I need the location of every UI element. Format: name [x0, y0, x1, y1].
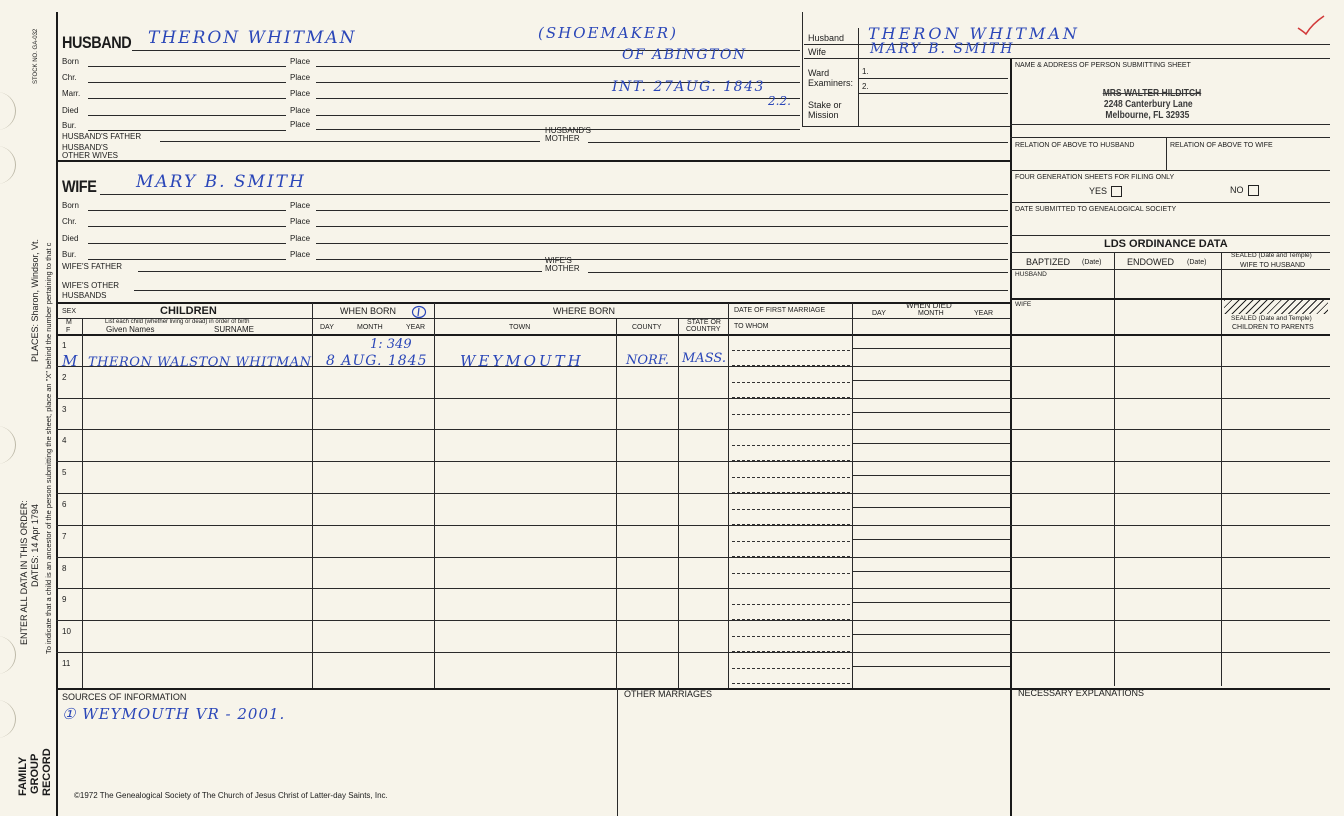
- husband-marr-place-line[interactable]: [316, 98, 800, 99]
- died-tick: [852, 429, 853, 444]
- col-state-2: COUNTRY: [686, 326, 721, 333]
- col-state-1: STATE OR: [687, 319, 721, 326]
- col-month: MONTH: [357, 324, 383, 331]
- child1-date-hand: 8 AUG. 1845: [326, 353, 428, 369]
- table-row[interactable]: [56, 620, 1330, 652]
- places-line: PLACES: Sharon, Windsor, Vt.: [30, 238, 40, 362]
- marriage-date-line[interactable]: [732, 414, 850, 415]
- died-tick: [852, 557, 853, 572]
- submitter-label: NAME & ADDRESS OF PERSON SUBMITTING SHEET: [1015, 62, 1191, 69]
- no-checkbox[interactable]: [1248, 185, 1259, 196]
- marriage-date-line[interactable]: [732, 604, 850, 605]
- bottom-divider: [617, 688, 618, 816]
- died-tick: [852, 461, 853, 476]
- lds-baptized: BAPTIZED: [1026, 257, 1071, 267]
- yes-option[interactable]: [1089, 186, 1122, 197]
- died-tick: [852, 588, 853, 603]
- row-number: 4: [62, 436, 67, 445]
- died-tick: [852, 620, 853, 635]
- husband-name-hand: THERON WHITMAN: [148, 28, 357, 48]
- col-sex-m: M: [66, 319, 72, 326]
- lds-sealed-1: SEALED (Date and Temple): [1231, 252, 1312, 259]
- died-line[interactable]: [852, 443, 1010, 444]
- table-row[interactable]: [56, 366, 1330, 398]
- date-submitted-bottom: [1010, 235, 1330, 236]
- hdr-inner-divider: [858, 28, 859, 126]
- husband-burial-ref-hand: 2.2.: [768, 94, 791, 108]
- row-number: 6: [62, 500, 67, 509]
- frame-divider: [802, 12, 803, 127]
- four-gen-bottom: [1010, 202, 1330, 203]
- child1-county-hand: NORF.: [626, 353, 669, 368]
- col-surname: SURNAME: [214, 325, 255, 334]
- row-divider: [56, 493, 1330, 494]
- marriage-date-line[interactable]: [732, 382, 850, 383]
- husband-marr-line[interactable]: [88, 98, 286, 99]
- husband-mother-label-2: MOTHER: [545, 134, 580, 143]
- punch-hole: [0, 92, 16, 130]
- date-submitted-label: DATE SUBMITTED TO GENEALOGICAL SOCIETY: [1015, 206, 1177, 213]
- husband-heading: HUSBAND: [62, 33, 132, 52]
- col-children: CHILDREN: [160, 305, 217, 317]
- wife-name-hand: MARY B. SMITH: [136, 172, 306, 192]
- husband-of-hand: OF ABINGTON: [622, 47, 747, 63]
- marriage-date-line[interactable]: [732, 477, 850, 478]
- col-died-day: DAY: [872, 310, 886, 317]
- died-line[interactable]: [852, 380, 1010, 381]
- explanations-label: NECESSARY EXPLANATIONS: [1018, 688, 1145, 698]
- submitter-street: 2248 Canterbury Lane: [1103, 99, 1193, 110]
- rel-divider: [1166, 137, 1167, 170]
- husband-mother-line[interactable]: [588, 142, 1008, 143]
- row-number: 9: [62, 595, 67, 604]
- husband-bur-label: Bur.: [62, 121, 77, 130]
- marriage-date-line[interactable]: [732, 541, 850, 542]
- circled-ref-icon: [411, 305, 427, 319]
- row-divider: [56, 398, 1330, 399]
- wife-chr-line[interactable]: [88, 226, 286, 227]
- hdr-husband-label: Husband: [808, 33, 845, 43]
- husband-died-place-line[interactable]: [316, 115, 800, 116]
- child1-sex-hand: M: [62, 352, 78, 370]
- lds-sealed-c2: CHILDREN TO PARENTS: [1232, 324, 1314, 331]
- husband-died-place-label: Place: [290, 106, 311, 115]
- lds-title: LDS ORDINANCE DATA: [1104, 238, 1228, 250]
- died-line[interactable]: [852, 348, 1010, 349]
- table-row[interactable]: [56, 557, 1330, 589]
- four-gen-label: FOUR GENERATION SHEETS FOR FILING ONLY: [1015, 174, 1175, 181]
- check-mark: [1296, 14, 1326, 36]
- wife-died-label: Died: [62, 234, 79, 243]
- row-number: 5: [62, 468, 67, 477]
- no-option[interactable]: [1230, 185, 1259, 196]
- col-sex-f: F: [66, 327, 71, 334]
- form-title-2: GROUP: [29, 753, 41, 794]
- row-divider: [56, 588, 1330, 589]
- wife-born-place-label: Place: [290, 201, 311, 210]
- hdr-wife-line[interactable]: [804, 58, 1330, 59]
- yes-label: YES: [1089, 185, 1108, 196]
- submitter-line-1: [1010, 124, 1330, 125]
- hdr-examiner-1-line[interactable]: [858, 78, 1008, 79]
- child1-state-hand: MASS.: [682, 351, 726, 366]
- col-when-died: WHEN DIED: [906, 301, 952, 310]
- wife-born-label: Born: [62, 201, 79, 210]
- col-county: COUNTY: [632, 324, 662, 331]
- died-line[interactable]: [852, 539, 1010, 540]
- table-row[interactable]: [56, 652, 1330, 684]
- lds-sealed-c1: SEALED (Date and Temple): [1231, 315, 1312, 322]
- col-to-whom: TO WHOM: [734, 323, 769, 330]
- punch-hole: [0, 146, 16, 184]
- hdr-husband-hand: THERON WHITMAN: [868, 24, 1080, 43]
- marriage-date-line[interactable]: [732, 636, 850, 637]
- lds-sealed-2: WIFE TO HUSBAND: [1240, 262, 1306, 269]
- wife-mother-label-1: WIFE'S: [545, 256, 572, 265]
- lds-header-bottom: [1010, 269, 1330, 270]
- form-title-3: RECORD: [41, 748, 53, 796]
- form-title-1: FAMILY: [17, 756, 29, 796]
- wife-born-line[interactable]: [88, 210, 286, 211]
- col-town: TOWN: [509, 324, 531, 331]
- submitter-name: MRS WALTER HILDITCH: [1102, 88, 1202, 99]
- husband-other-wives-1: HUSBAND'S: [62, 143, 108, 152]
- hdr-ward-label-1: Ward: [808, 68, 830, 78]
- row-divider: [56, 461, 1330, 462]
- col-died-month: MONTH: [918, 310, 944, 317]
- died-line[interactable]: [852, 634, 1010, 635]
- row-number: 1: [62, 341, 67, 350]
- stock-number: STOCK NO. GA-032: [33, 28, 39, 84]
- hdr-examiner-2-line[interactable]: [858, 93, 1008, 94]
- husband-born-place-label: Place: [290, 57, 311, 66]
- husband-marr-label: Marr.: [62, 89, 81, 98]
- hdr-examiner-1: 1.: [862, 67, 869, 76]
- col-given-names: Given Names: [106, 325, 155, 334]
- lds-husband-label: HUSBAND: [1015, 271, 1047, 278]
- hdr-examiner-2: 2.: [862, 82, 869, 91]
- wife-mother-line[interactable]: [588, 272, 1008, 273]
- died-line[interactable]: [852, 571, 1010, 572]
- col-children-subtitle: List each child (whether living or dead) in order of birth: [105, 319, 250, 325]
- punch-hole: [0, 700, 16, 738]
- row-divider: [56, 652, 1330, 653]
- died-tick: [852, 398, 853, 413]
- marriage-date-line[interactable]: [732, 668, 850, 669]
- table-row[interactable]: [56, 398, 1330, 430]
- died-tick: [852, 525, 853, 540]
- no-label: NO: [1230, 184, 1244, 195]
- col-day: DAY: [320, 324, 334, 331]
- punch-hole: [0, 636, 16, 674]
- wife-mother-label-2: MOTHER: [545, 264, 580, 273]
- other-marriages-label: OTHER MARRIAGES: [624, 689, 713, 699]
- child1-name-hand: THERON WALSTON WHITMAN: [88, 355, 312, 370]
- marriage-date-line[interactable]: [732, 509, 850, 510]
- row-number: 7: [62, 532, 67, 541]
- husband-burial-hand: INT. 27AUG. 1843: [612, 79, 765, 95]
- lds-date-2: (Date): [1187, 259, 1207, 266]
- husband-chr-line[interactable]: [88, 82, 286, 83]
- died-tick: [852, 652, 853, 667]
- hdr-ward-label-2: Examiners:: [808, 78, 854, 88]
- died-tick: [852, 334, 853, 349]
- wife-chr-label: Chr.: [62, 217, 77, 226]
- sources-hand: ① WEYMOUTH VR - 2001.: [62, 705, 286, 723]
- wife-chr-place-label: Place: [290, 217, 311, 226]
- col-where-born: WHERE BORN: [553, 306, 616, 316]
- died-tick: [852, 493, 853, 508]
- wife-father-line[interactable]: [138, 271, 542, 272]
- died-tick: [852, 366, 853, 381]
- wife-died-line[interactable]: [88, 243, 286, 244]
- died-line[interactable]: [852, 602, 1010, 603]
- husband-father-line[interactable]: [160, 141, 540, 142]
- died-line[interactable]: [852, 666, 1010, 667]
- row-number: 2: [62, 373, 67, 382]
- husband-born-line[interactable]: [88, 66, 286, 67]
- row-number: 3: [62, 405, 67, 414]
- wife-section-bottom: [56, 302, 1010, 304]
- child1-ref-hand: 1: 349: [370, 337, 412, 352]
- row-number: 10: [62, 627, 71, 636]
- husband-died-label: Died: [62, 106, 79, 115]
- col-died-year: YEAR: [974, 310, 994, 317]
- wife-chr-place-line[interactable]: [316, 226, 1008, 227]
- hdr-stake-label-2: Mission: [808, 110, 839, 120]
- table-row[interactable]: [56, 525, 1330, 557]
- wife-bur-place-line[interactable]: [316, 259, 1008, 260]
- copyright: ©1972 The Genealogical Society of The Church of Jesus Christ of Latter-day Saints, Inc.: [74, 791, 388, 800]
- marriage-whom-line[interactable]: [732, 683, 850, 684]
- wife-other-husbands-2: HUSBANDS: [62, 291, 107, 300]
- wife-bur-label: Bur.: [62, 250, 77, 259]
- submitter-line-2: [1010, 137, 1330, 138]
- wife-other-husbands-line[interactable]: [134, 290, 1008, 291]
- husband-occupation-hand: (SHOEMAKER): [538, 24, 678, 42]
- husband-father-label: HUSBAND'S FATHER: [62, 132, 142, 141]
- wife-name-line: [100, 194, 1008, 195]
- husband-died-line[interactable]: [88, 115, 286, 116]
- husband-chr-place-label: Place: [290, 73, 311, 82]
- row-divider: [56, 620, 1330, 621]
- husband-bur-line[interactable]: [88, 130, 286, 131]
- wife-other-husbands-1: WIFE'S OTHER: [62, 281, 120, 290]
- lds-hatched-cell: [1224, 300, 1328, 314]
- wife-father-label: WIFE'S FATHER: [62, 262, 123, 271]
- wife-died-place-line[interactable]: [316, 243, 1008, 244]
- row-divider: [56, 525, 1330, 526]
- died-line[interactable]: [852, 412, 1010, 413]
- row-number: 11: [62, 659, 71, 668]
- table-row[interactable]: [56, 461, 1330, 493]
- husband-mother-label-1: HUSBAND'S: [545, 126, 591, 135]
- husband-born-label: Born: [62, 57, 79, 66]
- marriage-date-line[interactable]: [732, 445, 850, 446]
- ancestor-note: To indicate that a child is an ancestor of the person submitting the sheet, place an "X" behind the number pertaining to that c: [44, 242, 53, 654]
- dates-line: DATES: 14 Apr 1794: [30, 504, 40, 587]
- lds-endowed: ENDOWED: [1127, 257, 1174, 267]
- sources-label: SOURCES OF INFORMATION: [62, 692, 187, 702]
- child1-town-hand: WEYMOUTH: [460, 352, 584, 370]
- lds-wife-label: WIFE: [1015, 301, 1032, 308]
- enter-order: ENTER ALL DATA IN THIS ORDER:: [19, 500, 29, 645]
- marriage-date-line[interactable]: [732, 350, 850, 351]
- row-number: 8: [62, 564, 67, 573]
- yes-checkbox[interactable]: [1111, 186, 1122, 197]
- col-year: YEAR: [406, 324, 426, 331]
- col-first-marriage: DATE OF FIRST MARRIAGE: [734, 307, 826, 314]
- hdr-wife-hand: MARY B. SMITH: [870, 41, 1015, 57]
- marriage-date-line[interactable]: [732, 573, 850, 574]
- husband-other-wives-2: OTHER WIVES: [62, 151, 119, 160]
- hdr-wife-label: Wife: [808, 47, 826, 57]
- wife-bur-line[interactable]: [88, 259, 286, 260]
- died-line[interactable]: [852, 507, 1010, 508]
- table-row[interactable]: [56, 493, 1330, 525]
- wife-heading: WIFE: [62, 177, 97, 196]
- punch-hole: [0, 426, 16, 464]
- husband-bur-place-label: Place: [290, 120, 311, 129]
- wife-bur-place-label: Place: [290, 250, 311, 259]
- rel-husband-label: RELATION OF ABOVE TO HUSBAND: [1015, 142, 1135, 149]
- submitter-city: Melbourne, FL 32935: [1105, 110, 1190, 121]
- hdr-box-bottom: [802, 126, 1010, 127]
- died-line[interactable]: [852, 475, 1010, 476]
- col-sex: SEX: [62, 308, 77, 315]
- hdr-stake-label-1: Stake or: [808, 100, 842, 110]
- rel-wife-label: RELATION OF ABOVE TO WIFE: [1170, 142, 1273, 149]
- table-row[interactable]: [56, 429, 1330, 461]
- row-divider: [56, 429, 1330, 430]
- row-divider: [56, 557, 1330, 558]
- wife-died-place-label: Place: [290, 234, 311, 243]
- husband-section-bottom: [56, 160, 1010, 162]
- col-when-born: WHEN BORN: [340, 306, 396, 316]
- husband-chr-label: Chr.: [62, 73, 77, 82]
- husband-marr-place-label: Place: [290, 89, 311, 98]
- husband-born-place-line[interactable]: [316, 66, 800, 67]
- wife-born-place-line[interactable]: [316, 210, 1008, 211]
- table-row[interactable]: [56, 588, 1330, 620]
- lds-date-1: (Date): [1082, 259, 1102, 266]
- rel-bottom: [1010, 170, 1330, 171]
